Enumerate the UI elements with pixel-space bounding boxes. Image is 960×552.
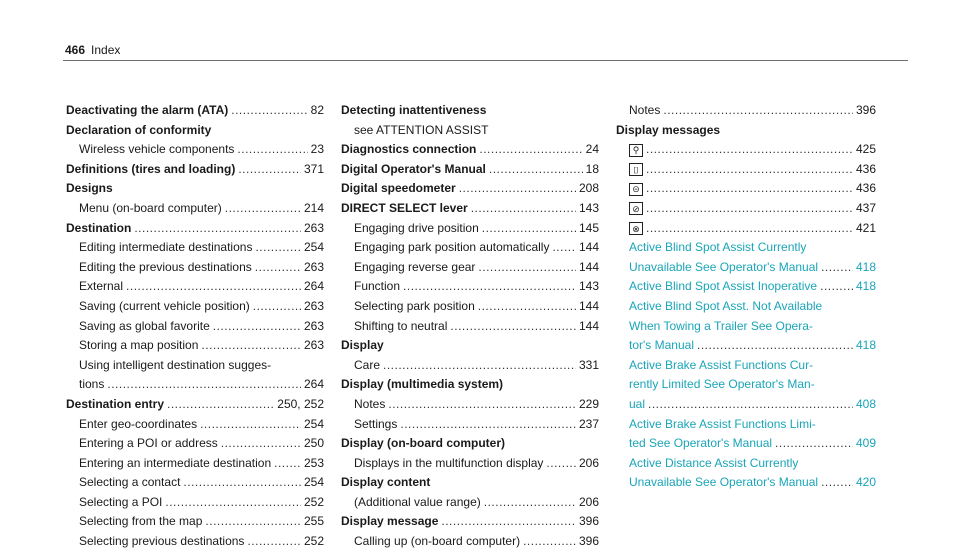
index-subentry	[66, 238, 324, 258]
index-subentry	[616, 375, 876, 395]
dot-leader	[646, 219, 853, 239]
dot-leader	[523, 532, 576, 552]
index-heading	[341, 375, 599, 395]
page-ref: 206	[578, 455, 599, 470]
page-ref: 250, 252	[277, 396, 324, 411]
entry-text: see ATTENTION ASSIST	[354, 122, 489, 137]
page-ref: 396	[578, 514, 599, 529]
entry-text: Detecting inattentiveness	[341, 103, 487, 117]
entry-text: Active Brake Assist Functions Limi-	[629, 416, 816, 431]
index-subentry	[616, 395, 876, 415]
index-subentry	[66, 297, 324, 317]
page-ref: 263	[303, 220, 324, 235]
dot-leader	[231, 101, 307, 121]
entry-text: Selecting previous destinations	[79, 534, 245, 549]
index-heading	[341, 336, 599, 356]
dot-leader	[482, 219, 576, 239]
index-subentry	[341, 454, 599, 474]
page-ref: 396	[855, 103, 876, 117]
page-ref: 264	[303, 279, 324, 294]
page-ref: 143	[578, 279, 599, 294]
dot-leader	[253, 297, 301, 317]
dot-leader	[383, 356, 576, 376]
entry-text: Function	[354, 279, 401, 294]
entry-text: Entering an intermediate destination	[79, 455, 272, 470]
entry-text: Engaging reverse gear	[354, 259, 476, 274]
dot-leader	[479, 140, 582, 160]
index-subentry	[616, 160, 876, 180]
dot-leader	[213, 317, 301, 337]
page-ref: 252	[303, 494, 324, 509]
entry-text: Display	[341, 338, 384, 353]
entry-text: Definitions (tires and loading)	[66, 161, 236, 176]
car-side-icon: ⊝	[629, 183, 643, 196]
dot-leader	[775, 434, 853, 454]
page-ref: 263	[303, 298, 324, 313]
index-subentry	[616, 317, 876, 337]
entry-text: Enter geo-coordinates	[79, 416, 198, 431]
dot-leader	[484, 493, 576, 513]
index-heading	[66, 179, 324, 199]
dot-leader	[200, 415, 301, 435]
dot-leader	[388, 395, 576, 415]
dot-leader	[546, 454, 576, 474]
page-number: 466	[65, 43, 86, 57]
index-subentry	[616, 473, 876, 493]
dot-leader	[247, 532, 301, 552]
dot-leader	[646, 160, 853, 180]
seat-belt-icon: ⚲	[629, 144, 643, 157]
page-ref: 371	[303, 161, 324, 176]
page-ref: 436	[855, 161, 876, 176]
entry-text: Care	[354, 357, 381, 372]
entry-text: Display messages	[616, 122, 721, 137]
entry-text: When Towing a Trailer See Opera-	[629, 318, 813, 333]
index-subentry	[616, 454, 876, 474]
page-ref: 229	[578, 396, 599, 411]
page-ref: 418	[855, 338, 876, 353]
page-ref: 143	[578, 200, 599, 215]
index-heading	[66, 160, 324, 180]
dot-leader	[646, 140, 853, 160]
entry-text: Selecting from the map	[79, 514, 203, 529]
index-subentry	[341, 532, 599, 552]
page-ref: 82	[310, 103, 324, 117]
index-subentry	[66, 415, 324, 435]
airbag-off-icon: ⌷	[629, 163, 643, 176]
entry-text: Entering a POI or address	[79, 436, 218, 451]
entry-text: Active Blind Spot Assist Inoperative	[629, 279, 818, 294]
index-subentry	[616, 415, 876, 435]
index-subentry	[616, 179, 876, 199]
page-ref: 250	[303, 436, 324, 451]
index-subentry	[616, 140, 876, 160]
index-column-1	[66, 101, 324, 552]
entry-text: Notes	[629, 103, 661, 117]
entry-text: Unavailable See Operator's Manual	[629, 475, 819, 490]
dot-leader	[450, 317, 576, 337]
index-heading	[341, 512, 599, 532]
index-heading	[66, 101, 324, 121]
page-ref: 420	[855, 475, 876, 490]
dot-leader	[183, 473, 301, 493]
page-ref: 144	[578, 298, 599, 313]
index-heading	[341, 160, 599, 180]
index-heading	[341, 101, 599, 121]
entry-text: (Additional value range)	[354, 494, 481, 509]
page-ref: 263	[303, 338, 324, 353]
dot-leader	[255, 258, 301, 278]
index-subentry	[66, 473, 324, 493]
index-subentry	[341, 493, 599, 513]
index-heading	[616, 121, 876, 141]
index-subentry	[66, 277, 324, 297]
page-ref: 425	[855, 142, 876, 157]
page-ref: 214	[303, 200, 324, 215]
entry-text: Shifting to neutral	[354, 318, 448, 333]
dot-leader	[646, 199, 853, 219]
index-heading	[341, 140, 599, 160]
entry-text: Active Blind Spot Assist Currently	[629, 240, 807, 255]
entry-text: Notes	[354, 396, 386, 411]
index-subentry	[66, 140, 324, 160]
index-subentry	[341, 238, 599, 258]
page-ref: 18	[585, 161, 599, 176]
index-subentry	[66, 454, 324, 474]
entry-text: rently Limited See Operator's Man-	[629, 377, 815, 392]
page-ref: 263	[303, 259, 324, 274]
page-ref: 421	[855, 220, 876, 235]
dot-leader	[820, 277, 853, 297]
page-ref: 254	[303, 475, 324, 490]
dot-leader	[478, 297, 576, 317]
page-ref: 145	[578, 220, 599, 235]
dot-leader	[165, 493, 301, 513]
index-heading	[341, 179, 599, 199]
index-column-2	[341, 101, 599, 552]
index-subentry	[66, 317, 324, 337]
entry-text: Unavailable See Operator's Manual	[629, 259, 819, 274]
index-subentry	[341, 277, 599, 297]
entry-text: Diagnostics connection	[341, 142, 477, 157]
entry-text: Storing a map position	[79, 338, 199, 353]
entry-text: Display content	[341, 475, 431, 490]
index-subentry	[341, 356, 599, 376]
index-subentry	[616, 199, 876, 219]
page-ref: 263	[303, 318, 324, 333]
entry-text: Selecting a contact	[79, 475, 181, 490]
page-ref: 144	[578, 318, 599, 333]
entry-text: Destination	[66, 220, 132, 235]
dot-leader	[646, 179, 853, 199]
entry-text: Menu (on-board computer)	[79, 200, 222, 215]
dot-leader	[255, 238, 301, 258]
index-subentry	[66, 336, 324, 356]
page-ref: 418	[855, 259, 876, 274]
dot-leader	[403, 277, 576, 297]
dot-leader	[648, 395, 853, 415]
page-ref: 206	[578, 494, 599, 509]
dot-leader	[201, 336, 301, 356]
index-subentry	[616, 238, 876, 258]
entry-text: Calling up (on-board computer)	[354, 534, 521, 549]
page-ref: 264	[303, 377, 324, 392]
page-ref: 252	[303, 534, 324, 549]
car-lane-icon: ⊘	[629, 202, 643, 215]
dot-leader	[167, 395, 274, 415]
page-ref: 253	[303, 455, 324, 470]
dot-leader	[489, 160, 583, 180]
dot-leader	[221, 434, 301, 454]
entry-text: ted See Operator's Manual	[629, 436, 773, 451]
page-ref: 254	[303, 416, 324, 431]
dot-leader	[471, 199, 576, 219]
index-column-3	[616, 101, 876, 493]
index-heading	[341, 434, 599, 454]
dot-leader	[205, 512, 301, 532]
index-subentry	[66, 493, 324, 513]
index-subentry	[616, 356, 876, 376]
index-subentry	[616, 297, 876, 317]
index-subentry	[341, 317, 599, 337]
index-subentry	[341, 415, 599, 435]
index-heading	[341, 473, 599, 493]
page-ref: 409	[855, 436, 876, 451]
dot-leader	[821, 473, 853, 493]
index-subentry	[66, 356, 324, 376]
page-ref: 208	[578, 181, 599, 196]
entry-text: Selecting park position	[354, 298, 475, 313]
page-ref: 237	[578, 416, 599, 431]
index-subentry	[616, 101, 876, 121]
index-heading	[66, 121, 324, 141]
entry-text: Digital speedometer	[341, 181, 456, 196]
entry-text: Editing the previous destinations	[79, 259, 252, 274]
entry-text: Displays in the multifunction display	[354, 455, 544, 470]
index-subentry	[341, 297, 599, 317]
index-subentry	[66, 258, 324, 278]
entry-text: Digital Operator's Manual	[341, 161, 486, 176]
entry-text: Saving as global favorite	[79, 318, 210, 333]
entry-text: Active Brake Assist Functions Cur-	[629, 357, 814, 372]
entry-text: Designs	[66, 181, 113, 196]
entry-text: Declaration of conformity	[66, 122, 212, 137]
index-subentry	[66, 532, 324, 552]
page-ref: 254	[303, 240, 324, 255]
entry-text: Display (on-board computer)	[341, 436, 506, 451]
dot-leader	[552, 238, 576, 258]
entry-text: ual	[629, 396, 646, 411]
page-ref: 24	[585, 142, 599, 157]
entry-text: Wireless vehicle components	[79, 142, 235, 157]
dot-leader	[478, 258, 576, 278]
index-subentry	[341, 258, 599, 278]
page-ref: 331	[578, 357, 599, 372]
index-subentry	[66, 199, 324, 219]
dot-leader	[697, 336, 853, 356]
index-heading	[341, 199, 599, 219]
dot-leader	[459, 179, 576, 199]
entry-text: External	[79, 279, 124, 294]
index-subentry	[616, 258, 876, 278]
page-ref: 418	[855, 279, 876, 294]
entry-text: Engaging drive position	[354, 220, 479, 235]
entry-text: Active Blind Spot Asst. Not Available	[629, 298, 823, 313]
entry-text: Using intelligent destination sugges-	[79, 357, 272, 372]
dot-leader	[400, 415, 576, 435]
entry-text: Selecting a POI	[79, 494, 163, 509]
page-ref: 255	[303, 514, 324, 529]
index-subentry	[616, 277, 876, 297]
entry-text: Destination entry	[66, 396, 165, 411]
page-ref: 23	[310, 142, 324, 157]
index-subentry	[66, 434, 324, 454]
index-subentry	[66, 375, 324, 395]
entry-text: Active Distance Assist Currently	[629, 455, 799, 470]
index-subentry	[341, 395, 599, 415]
page-ref: 437	[855, 200, 876, 215]
index-subentry	[616, 219, 876, 239]
dot-leader	[126, 277, 301, 297]
index-heading	[66, 395, 324, 415]
steering-wheel-icon: ⊗	[629, 222, 643, 235]
page-ref: 408	[855, 396, 876, 411]
index-subentry	[341, 121, 599, 141]
dot-leader	[107, 375, 301, 395]
dot-leader	[441, 512, 576, 532]
entry-text: Display (multimedia system)	[341, 377, 504, 392]
entry-text: Display message	[341, 514, 439, 529]
dot-leader	[134, 219, 301, 239]
index-subentry	[341, 219, 599, 239]
entry-text: Engaging park position automatically	[354, 240, 550, 255]
dot-leader	[237, 140, 307, 160]
entry-text: Editing intermediate destinations	[79, 240, 253, 255]
page-ref: 436	[855, 181, 876, 196]
dot-leader	[274, 454, 301, 474]
entry-text: Deactivating the alarm (ATA)	[66, 103, 229, 117]
dot-leader	[225, 199, 301, 219]
entry-text: tor's Manual	[629, 338, 694, 353]
dot-leader	[663, 101, 853, 121]
page-ref: 144	[578, 240, 599, 255]
entry-text: Saving (current vehicle position)	[79, 298, 250, 313]
index-subentry	[616, 336, 876, 356]
entry-text: Settings	[354, 416, 398, 431]
entry-text: DIRECT SELECT lever	[341, 200, 468, 215]
page-ref: 396	[578, 534, 599, 549]
index-heading	[66, 219, 324, 239]
section-title: Index	[91, 43, 121, 57]
dot-leader	[821, 258, 853, 278]
index-subentry	[616, 434, 876, 454]
index-subentry	[66, 512, 324, 532]
header-rule	[63, 60, 908, 61]
entry-text: tions	[79, 377, 105, 392]
page-ref: 144	[578, 259, 599, 274]
page-header	[65, 43, 120, 57]
dot-leader	[238, 160, 301, 180]
